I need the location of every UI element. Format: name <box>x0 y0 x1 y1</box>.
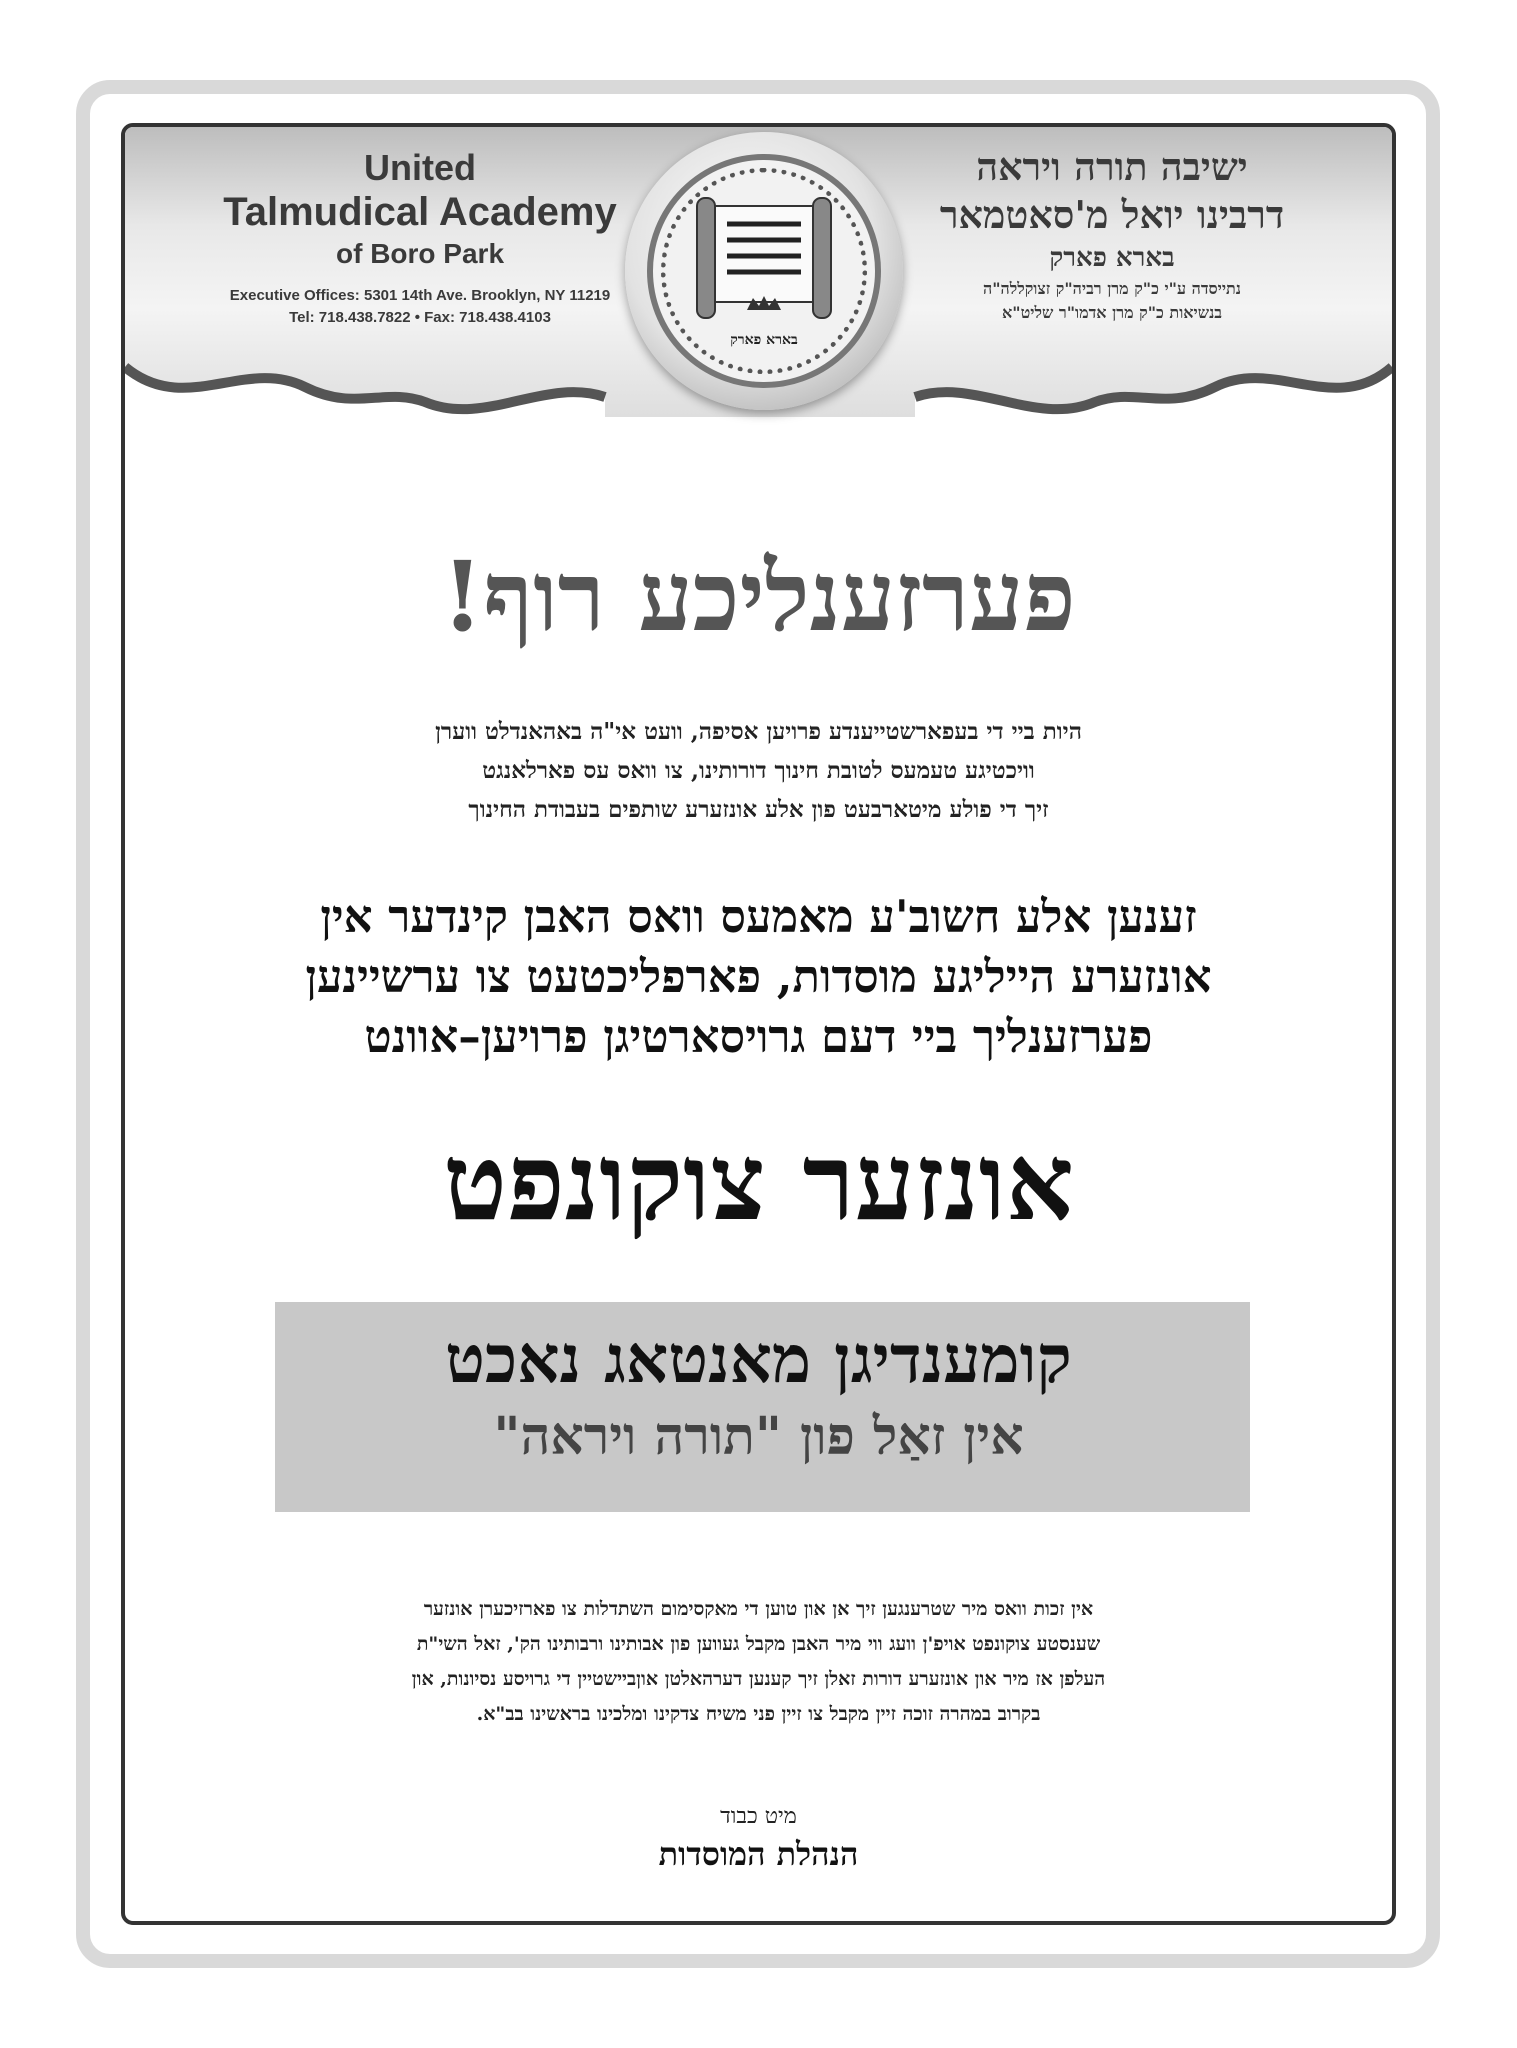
intro-line: וויכטיגע טעמעס לטובת חינוך דורותינו, צו וואס עס פארלאנגט <box>482 757 1035 784</box>
event-location: אין זאַל פון "תורה ויראה" <box>493 1406 1024 1467</box>
body-paragraph <box>125 887 1392 1067</box>
intro-line: היות ביי די בעפארשטייענדע פרויען אסיפה, וועט אי"ה באהאנדלט ווערן <box>435 718 1082 745</box>
closing-line: שענסטע צוקונפט אויפ'ן וועג ווי מיר האבן מקבל געווען פון אבותינו ורבותינו הק', זאל השי"ת <box>416 1633 1101 1655</box>
closing-paragraph <box>125 1592 1392 1732</box>
letterhead <box>125 127 1392 457</box>
school-name-line2: Talmudical Academy <box>223 190 617 234</box>
closing-line: בקרוב במהרה זוכה זיין מקבל צו זיין פני משיח צדקינו ומלכינו בראשינו בב"א. <box>476 1703 1041 1725</box>
signature-salutation: מיט כבוד <box>720 1804 797 1829</box>
signature-signer: הנהלת המוסדות <box>658 1835 859 1873</box>
seal-caption: בארא פארק <box>730 332 798 348</box>
school-name-hebrew <box>862 143 1362 325</box>
intro-line: זיך די פולע מיטארבעט פון אלע אונזערע שותפים בעבודת החינוך <box>468 796 1049 823</box>
school-name-line1: United <box>364 147 476 188</box>
torah-scroll-icon <box>689 192 839 324</box>
closing-line: העלפן אז מיר און אונזערע דורות זאלן זיך קענען דערהאלטן אוןביישטיין די גרויסע נסיונות, און <box>411 1668 1106 1690</box>
closing-line: אין זכות וואס מיר שטרענגען זיך אן און טוען די מאקסימום השתדלות צו פארזיכערן אונזער <box>423 1598 1094 1620</box>
school-name-english <box>155 147 685 329</box>
hebrew-line4: נתייסדה ע"י כ"ק מרן רביה"ק זצוקללה"ה <box>982 279 1241 298</box>
intro-paragraph <box>125 712 1392 829</box>
hebrew-line3: בארא פארק <box>1049 243 1175 273</box>
flyer <box>121 123 1396 1925</box>
hebrew-line2: דרבינו יואל מ'סאטמאר <box>939 192 1285 237</box>
headline: פערזענליכע רוף! <box>441 540 1076 653</box>
hebrew-line5: בנשיאות כ"ק מרן אדמו"ר שליט"א <box>1001 303 1222 322</box>
event-time: קומענדיגן מאנטאג נאכט <box>445 1320 1072 1398</box>
body-line: זענען אלע חשוב'ע מאמעס וואס האבן קינדער אין <box>320 890 1197 943</box>
body-line: פערזענליך ביי דעם גרויסארטיגן פרויען–אוונט <box>364 1010 1153 1063</box>
hebrew-line1: ישיבה תורה ויראה <box>976 144 1248 189</box>
address: Executive Offices: 5301 14th Ave. Brooklyn, NY 11219 <box>229 287 611 304</box>
school-name-line3: of Boro Park <box>335 238 505 269</box>
contact-info: Tel: 718.438.7822 • Fax: 718.438.4103 <box>289 309 551 326</box>
body-line: אונזערע הייליגע מוסדות, פארפליכטעט צו ערשיינען <box>305 950 1212 1003</box>
event-name: אונזער צוקונפט <box>443 1119 1074 1244</box>
